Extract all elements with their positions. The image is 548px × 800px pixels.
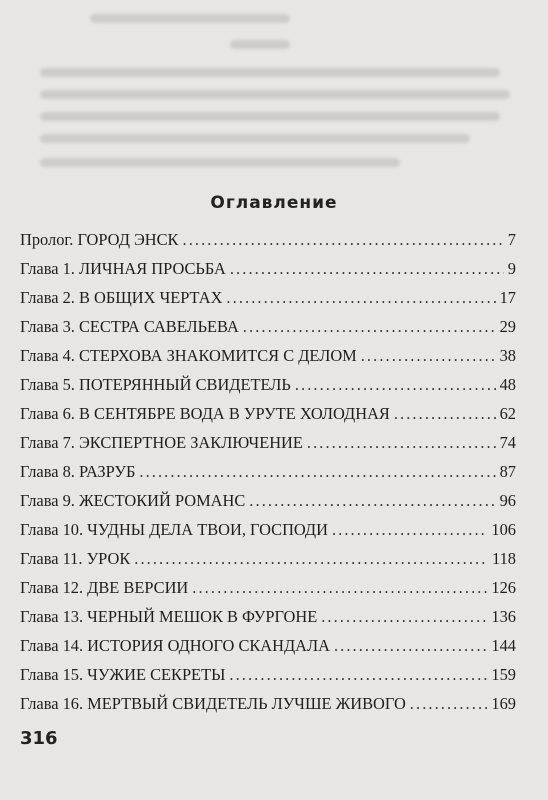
toc-entry-page: 126 <box>491 578 516 597</box>
toc-entry <box>20 694 516 723</box>
toc-entry-label: Глава 14. ИСТОРИЯ ОДНОГО СКАНДАЛА <box>20 636 330 655</box>
toc-entry-page: 96 <box>499 491 516 510</box>
toc-leader-dots <box>334 636 487 656</box>
toc-entry-page: 9 <box>507 259 516 278</box>
table-of-contents <box>20 230 516 723</box>
toc-entry-label: Глава 9. ЖЕСТОКИЙ РОМАНС <box>20 491 246 510</box>
toc-entry-page: 87 <box>499 462 516 481</box>
toc-entry-label: Глава 15. ЧУЖИЕ СЕКРЕТЫ <box>20 665 226 684</box>
toc-entry <box>20 665 516 694</box>
toc-entry-label: Глава 5. ПОТЕРЯННЫЙ СВИДЕТЕЛЬ <box>20 375 291 394</box>
toc-entry-page: 38 <box>499 346 516 365</box>
toc-entry-label: Пролог. ГОРОД ЭНСК <box>20 230 179 249</box>
toc-title: Оглавление <box>210 193 338 213</box>
toc-entry <box>20 636 516 665</box>
toc-entry-page: 74 <box>499 433 516 452</box>
toc-leader-dots <box>361 346 496 366</box>
bleed-through-text <box>0 0 548 170</box>
toc-entry-page: 159 <box>491 665 516 684</box>
toc-entry-page: 62 <box>499 404 516 423</box>
toc-entry-label: Глава 7. ЭКСПЕРТНОЕ ЗАКЛЮЧЕНИЕ <box>20 433 303 452</box>
toc-entry <box>20 520 516 549</box>
toc-leader-dots <box>249 491 495 511</box>
toc-entry <box>20 346 516 375</box>
toc-leader-dots <box>394 404 496 424</box>
toc-entry-label: Глава 10. ЧУДНЫ ДЕЛА ТВОИ, ГОСПОДИ <box>20 520 328 539</box>
toc-leader-dots <box>134 549 488 569</box>
toc-leader-dots <box>139 462 495 482</box>
toc-entry <box>20 549 516 578</box>
toc-leader-dots <box>321 607 487 627</box>
toc-entry-page: 144 <box>491 636 516 655</box>
toc-entry <box>20 288 516 317</box>
toc-leader-dots <box>192 578 487 598</box>
toc-entry-label: Глава 12. ДВЕ ВЕРСИИ <box>20 578 189 597</box>
page-number: 316 <box>20 728 58 749</box>
toc-leader-dots <box>230 259 504 279</box>
toc-entry-page: 169 <box>491 694 516 713</box>
toc-entry-label: Глава 13. ЧЕРНЫЙ МЕШОК В ФУРГОНЕ <box>20 607 318 626</box>
toc-leader-dots <box>295 375 496 395</box>
toc-entry <box>20 462 516 491</box>
toc-entry-label: Глава 8. РАЗРУБ <box>20 462 136 481</box>
toc-leader-dots <box>226 288 495 308</box>
toc-leader-dots <box>410 694 488 714</box>
toc-entry-page: 17 <box>499 288 516 307</box>
toc-entry-page: 136 <box>491 607 516 626</box>
toc-entry-label: Глава 6. В СЕНТЯБРЕ ВОДА В УРУТЕ ХОЛОДНАЯ <box>20 404 390 423</box>
toc-entry-label: Глава 4. СТЕРХОВА ЗНАКОМИТСЯ С ДЕЛОМ <box>20 346 357 365</box>
toc-entry <box>20 433 516 462</box>
toc-entry <box>20 375 516 404</box>
toc-entry <box>20 230 516 259</box>
toc-leader-dots <box>243 317 496 337</box>
toc-entry-label: Глава 2. В ОБЩИХ ЧЕРТАХ <box>20 288 223 307</box>
toc-leader-dots <box>307 433 496 453</box>
toc-entry-page: 106 <box>491 520 516 539</box>
toc-entry <box>20 259 516 288</box>
toc-leader-dots <box>229 665 487 685</box>
toc-entry <box>20 317 516 346</box>
toc-entry-page: 48 <box>499 375 516 394</box>
toc-entry <box>20 491 516 520</box>
toc-entry-page: 118 <box>492 549 516 568</box>
toc-entry <box>20 578 516 607</box>
toc-entry-label: Глава 11. УРОК <box>20 549 131 568</box>
toc-entry-label: Глава 16. МЕРТВЫЙ СВИДЕТЕЛЬ ЛУЧШЕ ЖИВОГО <box>20 694 406 713</box>
toc-entry-label: Глава 3. СЕСТРА САВЕЛЬЕВА <box>20 317 239 336</box>
toc-entry <box>20 607 516 636</box>
toc-entry-page: 7 <box>507 230 516 249</box>
toc-leader-dots <box>183 230 504 250</box>
toc-entry-page: 29 <box>499 317 516 336</box>
toc-entry <box>20 404 516 433</box>
toc-leader-dots <box>332 520 487 540</box>
toc-entry-label: Глава 1. ЛИЧНАЯ ПРОСЬБА <box>20 259 226 278</box>
